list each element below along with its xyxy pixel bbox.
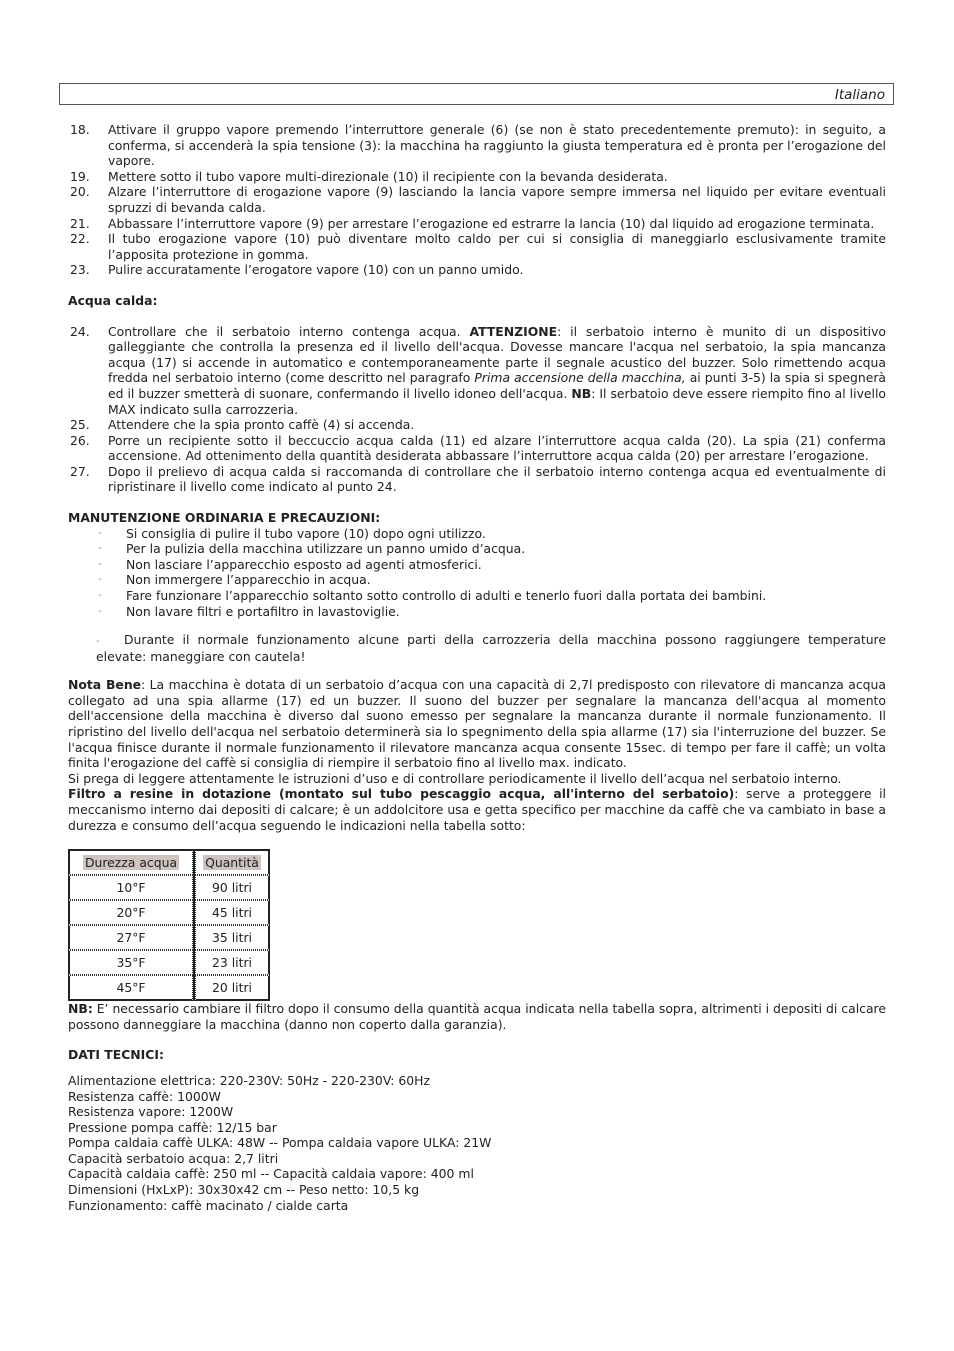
list-item (68, 433, 886, 464)
item-text: Si consiglia di pulire il tubo vapore (10) dopo ogni utilizzo. (126, 525, 486, 541)
item-text: Per la pulizia della macchina utilizzare un panno umido d’acqua. (126, 541, 526, 557)
steps-vapore-list (68, 122, 886, 278)
table-cell: 10°F (68, 875, 193, 900)
dash-bullet: - (98, 574, 102, 586)
nota-bene-label: Nota Bene (68, 677, 142, 693)
text-run: ai punti 3-5) la spia si spegnerà ed il buzzer smetterà di suonare, confermando il livello idoneo dell'acqua. (108, 370, 887, 401)
page-header (59, 83, 894, 105)
item-number: 19. (70, 168, 90, 184)
water-hardness-table (68, 849, 270, 1001)
tech-specs (68, 1073, 886, 1213)
item-text: Dopo il prelievo di acqua calda si raccomanda di controllare che il serbatoio interno contenga acqua ed eventualmente di ripristinare il livello come indicato al punto 24. (108, 463, 886, 495)
nota-bene-reminder: Si prega di leggere attentamente le istruzioni d’uso e di controllare periodicamente il livello dell’acqua nel serbatoio interno. (68, 770, 842, 786)
item-number: 26. (70, 432, 90, 448)
dash-bullet: - (98, 527, 102, 539)
spec-line: Resistenza vapore: 1200W (68, 1104, 234, 1120)
maintenance-list (68, 526, 886, 620)
list-item (68, 122, 886, 169)
item-number: 20. (70, 184, 90, 200)
list-item (68, 464, 886, 495)
item-text: Mettere sotto il tubo vapore multi-direzionale (10) il recipiente con la bevanda desiderata. (108, 168, 668, 184)
table-row (68, 875, 270, 900)
nb-label: NB: (68, 1001, 93, 1017)
table-cell: 45°F (68, 975, 193, 1001)
list-item (68, 324, 886, 418)
list-item (68, 417, 886, 433)
nota-bene-text: : La macchina è dotata di un serbatoio d’acqua con una capacità di 2,7l predisposto con rilevatore di mancanza acqua collegato ad una spia allarme (17) ed un buzzer. Il suono del buzzer per segnalare la mancanza dell'acqua al momento dell'accensione della macchina è diverso dal suono emesso per segnalare la mancanza durante il normale funzionamento. Il ripristino del livello dell'acqua nel serbatoio determinerà sia lo spegnimento della spia allarme (17) sia l'interruzione del buzzer. Se l'acqua finisce durante il normale funzionamento il rilevatore mancanza acqua consente 15sec. di tempo per fare il caffè; un volta finita l'erogazione del caffè si consiglia di riempire il serbatoio fino al livello max. indicato. (68, 677, 886, 771)
header-quantita: Quantità (205, 854, 259, 870)
item-text: Non lasciare l’apparecchio esposto ad agenti atmosferici. (126, 556, 482, 572)
list-item (68, 541, 886, 557)
list-item (68, 526, 886, 542)
table-header-cell (195, 849, 270, 875)
section-heading-dati-tecnici: DATI TECNICI: (68, 1047, 164, 1063)
item-number: 23. (70, 262, 90, 278)
item-number: 25. (70, 417, 90, 433)
list-item (68, 169, 886, 185)
attention-label: ATTENZIONE (469, 323, 558, 339)
item-text: Porre un recipiente sotto il beccuccio acqua calda (11) ed alzare l’interruttore acqua calda (20). La spia (21) conferma accensione. Ad ottenimento della quantità desiderata abbassare l’interruttore acqua calda (20) per arrestare l’erogazione. (108, 432, 886, 464)
spec-line: Capacità caldaia caffè: 250 ml -- Capacità caldaia vapore: 400 ml (68, 1166, 474, 1182)
table-cell: 20°F (68, 900, 193, 925)
spec-line: Dimensioni (HxLxP): 30x30x42 cm -- Peso netto: 10,5 kg (68, 1182, 420, 1198)
dash-bullet: - (98, 558, 102, 570)
nota-bene-paragraph (68, 677, 886, 771)
list-item (68, 588, 886, 604)
item-number: 18. (70, 122, 90, 137)
item-number: 27. (70, 463, 90, 479)
document-body (68, 122, 886, 1213)
table-cell: 35°F (68, 950, 193, 975)
table-cell: 27°F (68, 925, 193, 950)
table-header-row (68, 849, 270, 875)
table-row (68, 900, 270, 925)
item-text: Il tubo erogazione vapore (10) può diventare molto caldo per cui si consiglia di maneggiarlo esclusivamente tramite l’apposita protezione in gomma. (108, 231, 886, 262)
list-item (68, 557, 886, 573)
table-cell: 20 litri (195, 975, 270, 1001)
list-item (68, 572, 886, 588)
table-cell: 45 litri (195, 900, 270, 925)
header-durezza: Durezza acqua (84, 854, 178, 870)
section-heading-manutenzione: MANUTENZIONE ORDINARIA E PRECAUZIONI: (68, 510, 381, 526)
spec-line: Funzionamento: caffè macinato / cialde carta (68, 1197, 349, 1213)
list-item-last (96, 632, 886, 665)
spec-line: Alimentazione elettrica: 220-230V: 50Hz - 220-230V: 60Hz (68, 1072, 430, 1088)
steps-acqua-list (68, 324, 886, 496)
table-cell: 23 litri (195, 950, 270, 975)
list-item (68, 604, 886, 620)
item-text: Alzare l’interruttore di erogazione vapore (9) lasciando la lancia vapore sempre immersa nel liquido per evitare eventuali spruzzi di bevanda calda. (108, 184, 886, 215)
filtro-title: Filtro a resine in dotazione (montato sul tubo pescaggio acqua, all'interno del serbatoio) (68, 786, 735, 802)
item-text: Durante il normale funzionamento alcune parti della carrozzeria della macchina possono raggiungere temperature elevate: maneggiare con cautela! (96, 631, 886, 665)
item-text: Non immergere l’apparecchio in acqua. (126, 572, 371, 588)
dash-bullet: - (98, 605, 102, 617)
table-row (68, 950, 270, 975)
spec-line: Resistenza caffè: 1000W (68, 1088, 221, 1104)
spec-line: Pompa caldaia caffè ULKA: 48W -- Pompa caldaia vapore ULKA: 21W (68, 1135, 492, 1151)
table-cell: 90 litri (195, 875, 270, 900)
item-text: Pulire accuratamente l’erogatore vapore (10) con un panno umido. (108, 262, 524, 278)
spec-line: Capacità serbatoio acqua: 2,7 litri (68, 1150, 279, 1166)
paragraph-reference: Prima accensione della macchina, (474, 370, 686, 386)
item-text (108, 324, 886, 418)
list-item (68, 216, 886, 232)
list-item (68, 231, 886, 262)
item-text: Attendere che la spia pronto caffè (4) si accenda. (108, 417, 415, 433)
list-item (68, 184, 886, 215)
table-row (68, 975, 270, 1001)
nb-filter-paragraph (68, 1001, 886, 1032)
item-text: Abbassare l’interruttore vapore (9) per arrestare l’erogazione ed estrarre la lancia (10) dal liquido ad erogazione terminata. (108, 215, 875, 231)
item-number: 22. (70, 231, 90, 247)
item-text: Attivare il gruppo vapore premendo l’interruttore generale (6) (se non è stato precedentemente premuto): in seguito, a conferma, si accenderà la spia tensione (3): la macchina ha raggiunto la giusta temperatura ed è pronta per l’erogazione del vapore. (108, 122, 886, 169)
text-run: : Il serbatoio deve essere riempito fino al livello MAX indicato sulla carrozzeria. (108, 385, 886, 417)
nb-text: E’ necessario cambiare il filtro dopo il consumo della quantità acqua indicata nella tabella sopra, altrimenti i depositi di calcare possono danneggiare la macchina (danno non coperto dalla garanzia). (68, 1001, 886, 1032)
item-number: 21. (70, 215, 90, 231)
dash-bullet: - (96, 635, 100, 647)
filtro-text: : serve a proteggere il meccanismo interno dai depositi di calcare; è un addolcitore usa e getta specifico per macchine da caffè che va cambiato in base a durezza e consumo dell’acqua seguendo le indicazioni nella tabella sotto: (68, 786, 886, 833)
item-number: 24. (70, 323, 90, 339)
section-heading-acqua-calda: Acqua calda: (68, 292, 158, 308)
text-run: : il serbatoio interno è munito di un dispositivo galleggiante che controlla la presenza ed il livello dell'acqua. Dovesse mancare l'acqua nel serbatoio, la spia mancanza acqua (17) si accende in automatico e contemporaneamente parte il segnale acustico del buzzer. Solo rimettendo acqua fredda nel serbatoio interno (come descritto nel paragrafo (108, 323, 886, 386)
spec-line: Pressione pompa caffè: 12/15 bar (68, 1119, 277, 1135)
dash-bullet: - (98, 543, 102, 555)
language-label: Italiano (834, 87, 885, 103)
table-cell: 35 litri (195, 925, 270, 950)
dash-bullet: - (98, 590, 102, 602)
item-text: Fare funzionare l’apparecchio soltanto sotto controllo di adulti e tenerlo fuori dalla portata dei bambini. (126, 588, 767, 604)
item-text: Non lavare filtri e portafiltro in lavastoviglie. (126, 603, 400, 619)
text-run: Controllare che il serbatoio interno contenga acqua. (108, 323, 470, 339)
table-header-cell (68, 849, 193, 875)
nb-label: NB (571, 385, 592, 401)
filtro-paragraph (68, 786, 886, 833)
list-item (68, 262, 886, 278)
table-row (68, 925, 270, 950)
